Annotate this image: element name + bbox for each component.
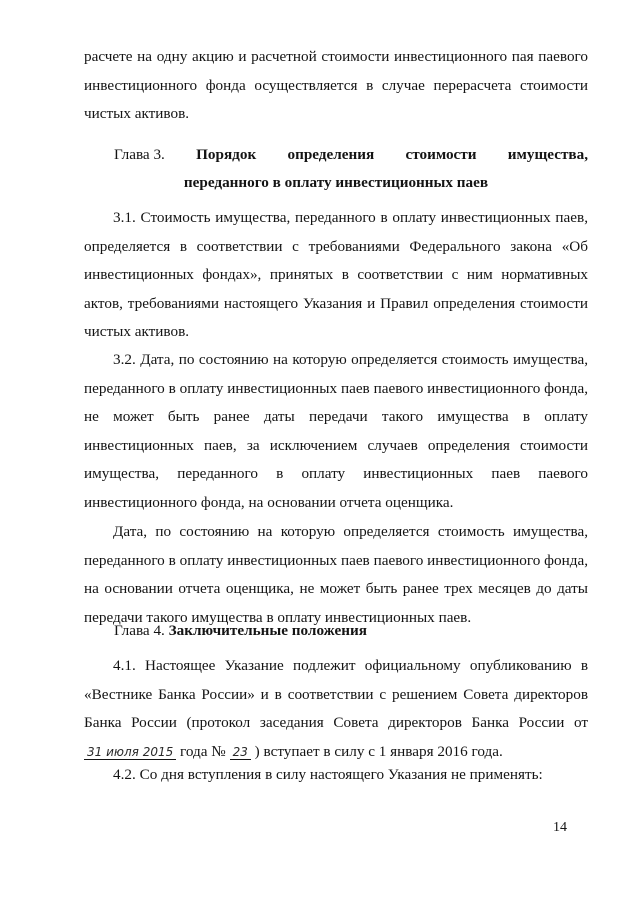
page-number: 14	[553, 820, 567, 835]
text-line: 4.1. Настоящее Указание подлежит официальному опубликованию в	[113, 657, 588, 674]
text-line: передачи такого имущества в оплату инвестиционных паев.	[84, 608, 472, 626]
paragraph-4-2	[84, 761, 588, 790]
chapter-3-heading	[114, 141, 588, 197]
text-line: определяется в соответствии с требованиями Федерального закона «Об	[84, 237, 588, 255]
text-line: имущества, переданного в оплату инвестиционных паев паевого	[84, 465, 588, 483]
text-fragment: года №	[180, 742, 226, 760]
text-line: на основании отчета оценщика, не может быть ранее трех месяцев до даты	[84, 580, 588, 598]
paragraph-3-2-continued	[84, 518, 588, 632]
text-line: не может быть ранее даты передачи такого имущества в оплату	[84, 408, 588, 426]
chapter-label: Глава 4.	[114, 622, 165, 639]
chapter-title-word: стоимости	[405, 146, 477, 163]
text-fragment: ) вступает в силу с 1 января 2016 года.	[254, 742, 503, 760]
paragraph-3-2	[84, 346, 588, 518]
chapter-title-word: имущества,	[507, 146, 588, 163]
chapter-4-heading	[114, 617, 588, 645]
text-line: «Вестнике Банка России» и в соответствии с решением Совета директоров	[84, 685, 588, 703]
paragraph-4-1	[84, 652, 588, 766]
chapter-title: Заключительные положения	[168, 622, 367, 639]
chapter-label: Глава 3.	[114, 146, 165, 163]
text-line: 3.1. Стоимость имущества, переданного в оплату инвестиционных паев,	[113, 209, 588, 226]
text-line: Банка России (протокол заседания Совета директоров Банка России от	[84, 714, 588, 732]
text-line: 3.2. Дата, по состоянию на которую определяется стоимость имущества,	[113, 351, 588, 368]
text-line: 4.2. Со дня вступления в силу настоящего Указания не применять:	[113, 766, 543, 783]
text-line: инвестиционного фонда, на основании отчета оценщика.	[84, 493, 454, 511]
handwritten-number: 23	[230, 745, 251, 760]
paragraph-3-1	[84, 204, 588, 347]
text-line: инвестиционных паев, за исключением случаев определения стоимости	[84, 436, 588, 454]
chapter-title-line: переданного в оплату инвестиционных паев	[183, 174, 489, 191]
text-line: инвестиционного фонда осуществляется в случае перерасчета стоимости	[84, 76, 588, 94]
text-line: чистых активов.	[84, 323, 190, 341]
text-line: чистых активов.	[84, 105, 190, 123]
text-line: переданного в оплату инвестиционных паев паевого инвестиционного фонда,	[84, 551, 588, 569]
text-line: расчете на одну акцию и расчетной стоимости инвестиционного пая паевого	[84, 48, 588, 65]
text-line: Дата, по состоянию на которую определяется стоимость имущества,	[113, 523, 588, 540]
intro-paragraph	[84, 43, 588, 129]
text-line: актов, требованиями настоящего Указания и Правил определения стоимости	[84, 294, 588, 312]
handwritten-date: 31 июля 2015	[84, 745, 176, 760]
chapter-title-word: Порядок	[196, 146, 257, 163]
chapter-title-word: определения	[287, 146, 375, 163]
text-line: инвестиционных фондах», принятых в соответствии с ним нормативных	[84, 266, 588, 284]
text-line: переданного в оплату инвестиционных паев паевого инвестиционного фонда,	[84, 379, 588, 397]
